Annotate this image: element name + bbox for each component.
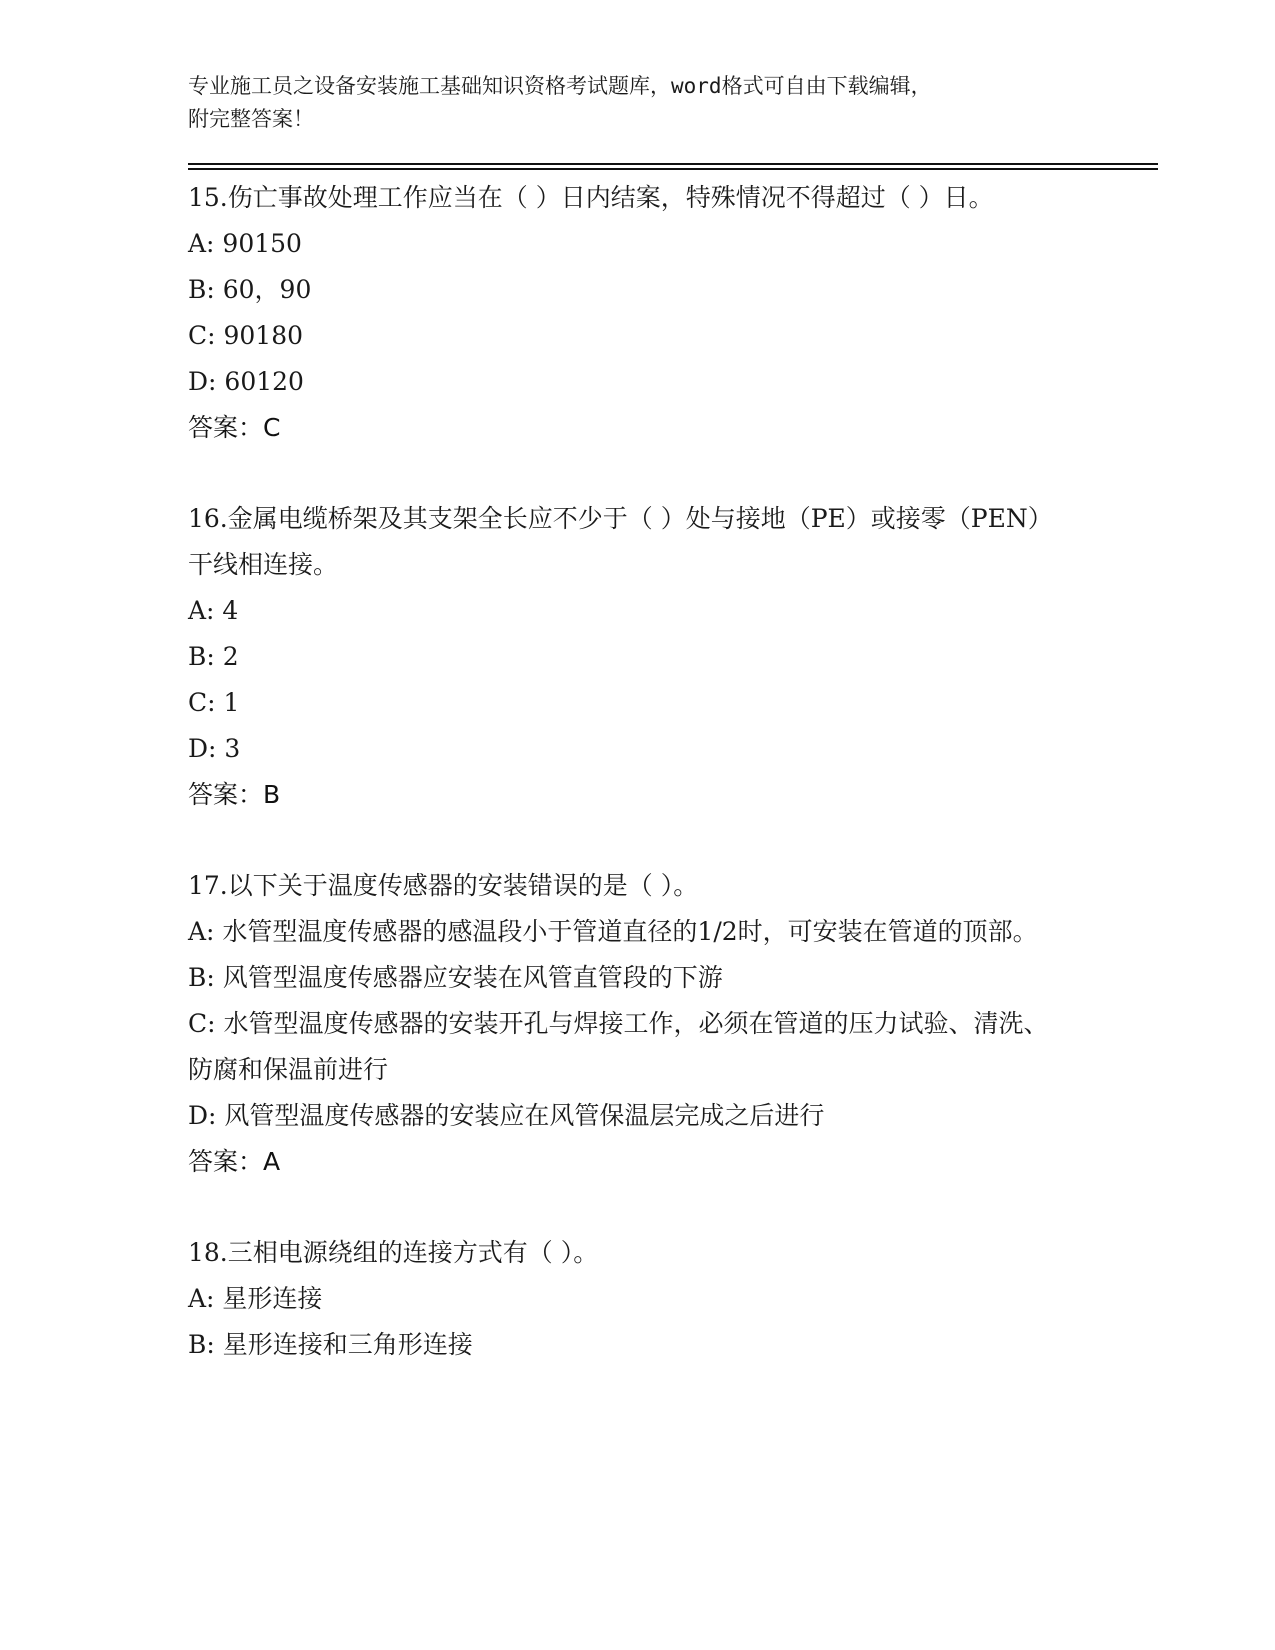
- option-a: A: 星形连接: [188, 1284, 323, 1313]
- option-b: B: 60，90: [188, 275, 312, 304]
- question-stem: 16.金属电缆桥架及其支架全长应不少于（ ）处与接地（PE）或接零（PEN）干线相连接。: [188, 504, 1053, 579]
- question-spacer: [188, 818, 1158, 863]
- option-c: C: 1: [188, 688, 240, 717]
- answer-line: 答案：B: [188, 780, 281, 809]
- question-stem: 15.伤亡事故处理工作应当在（ ）日内结案，特殊情况不得超过（ ）日。: [188, 183, 994, 212]
- document-page: [188, 70, 1158, 1368]
- question-stem: 17.以下关于温度传感器的安装错误的是（ ）。: [188, 871, 699, 900]
- option-d: D: 60120: [188, 367, 304, 396]
- answer-line: 答案：A: [188, 1147, 281, 1176]
- option-b: B: 风管型温度传感器应安装在风管直管段的下游: [188, 963, 723, 992]
- option-b: B: 2: [188, 642, 239, 671]
- question-stem: 18.三相电源绕组的连接方式有（ ）。: [188, 1238, 599, 1267]
- question-16: [188, 496, 1158, 818]
- header-line-1: 专业施工员之设备安装施工基础知识资格考试题库，word格式可自由下载编辑，: [188, 74, 932, 98]
- option-c: C: 90180: [188, 321, 304, 350]
- question-spacer: [188, 451, 1158, 496]
- document-header: [188, 70, 1068, 136]
- option-a: A: 90150: [188, 229, 302, 258]
- option-a: A: 4: [188, 596, 239, 625]
- option-d: D: 3: [188, 734, 241, 763]
- question-17: [188, 863, 1158, 1185]
- header-double-rule: [188, 163, 1158, 170]
- question-spacer: [188, 1185, 1158, 1230]
- question-18: [188, 1230, 1158, 1368]
- option-c: C: 水管型温度传感器的安装开孔与焊接工作，必须在管道的压力试验、清洗、防腐和保温前进行: [188, 1009, 1049, 1084]
- option-a: A: 水管型温度传感器的感温段小于管道直径的1/2时，可安装在管道的顶部。: [188, 917, 1038, 946]
- header-line-2: 附完整答案！: [188, 107, 314, 131]
- option-d: D: 风管型温度传感器的安装应在风管保温层完成之后进行: [188, 1101, 825, 1130]
- question-15: [188, 175, 1158, 451]
- option-b: B: 星形连接和三角形连接: [188, 1330, 473, 1359]
- answer-line: 答案：C: [188, 413, 281, 442]
